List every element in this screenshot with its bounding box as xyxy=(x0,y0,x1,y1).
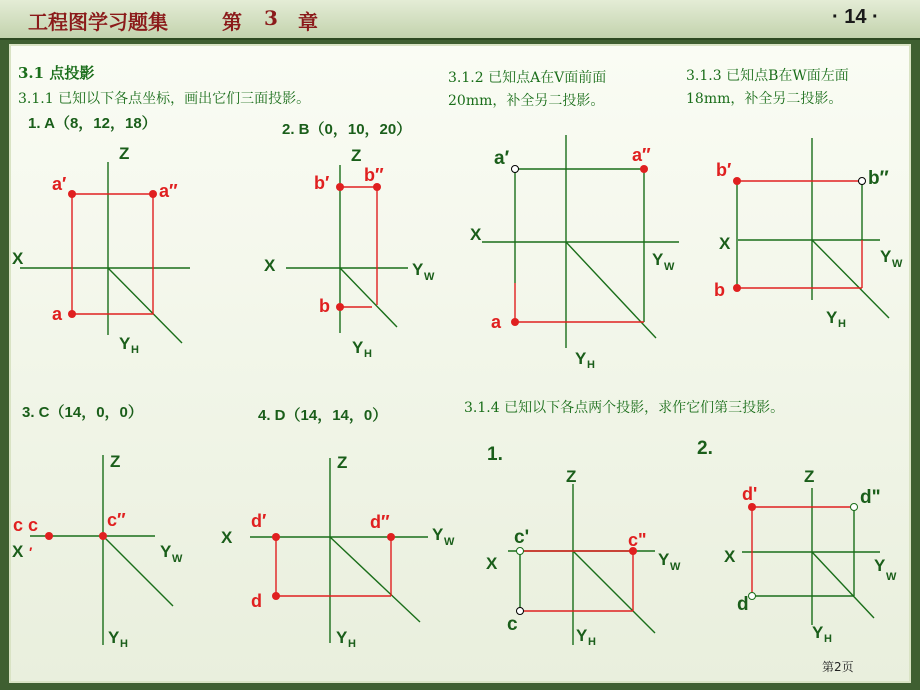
axis-yh-subscript: H xyxy=(348,638,356,650)
point-d-double-prime: d″ xyxy=(370,512,390,532)
axis-yh-subscript: H xyxy=(120,638,128,650)
axis-yw-subscript: W xyxy=(670,561,681,573)
diagram-3-1-4-2 xyxy=(724,467,897,645)
problem-3-label: 3. C（14，0，0） xyxy=(22,404,143,421)
diagram-3-1-3 xyxy=(714,138,903,330)
point-c-prime-given: c' xyxy=(514,527,530,548)
point-b-double-prime: b″ xyxy=(364,165,384,185)
axis-yh-label: Y xyxy=(108,628,120,647)
point-a-double-prime: a″ xyxy=(632,145,651,165)
point-a: a xyxy=(52,304,63,324)
axis-z-label: Z xyxy=(119,144,130,163)
point-d-double-prime-given: d" xyxy=(860,487,881,508)
axis-x-label: X xyxy=(719,234,731,253)
diagram-3-1-2 xyxy=(470,135,679,371)
chapter-number: 3 xyxy=(264,6,278,30)
axis-z-label: Z xyxy=(566,467,577,486)
point-b-double-prime-given: b″ xyxy=(868,168,889,189)
axis-yw-subscript: W xyxy=(664,261,675,273)
axis-x-label: X xyxy=(264,256,276,275)
chapter-unit: 章 xyxy=(298,10,318,34)
point-d: d xyxy=(251,591,262,611)
axis-yw-subscript: W xyxy=(444,536,455,548)
axis-yh-label: Y xyxy=(575,349,587,368)
axis-z-label: Z xyxy=(804,467,815,486)
axis-yw-subscript: W xyxy=(424,271,435,283)
axis-x-label: X xyxy=(724,547,736,566)
point-a: a xyxy=(491,312,502,332)
axis-yh-subscript: H xyxy=(824,633,832,645)
book-title: 工程图学习题集 xyxy=(28,10,168,34)
point-a-prime-given: a′ xyxy=(494,148,510,169)
point-d-prime: d' xyxy=(742,484,758,504)
diagram-point-c xyxy=(12,452,183,650)
axis-yw-label: Y xyxy=(160,542,172,561)
axis-yh-label: Y xyxy=(119,334,131,353)
problem-2-label: 2. B（0，10，20） xyxy=(282,121,412,138)
axis-yh-label: Y xyxy=(826,308,838,327)
axis-yw-label: Y xyxy=(432,525,444,544)
axis-yw-subscript: W xyxy=(172,553,183,565)
section-3-1-1-text: 3.1.1 已知以下各点坐标，画出它们三面投影。 xyxy=(18,91,311,107)
x-prime-mark: ′ xyxy=(29,544,33,560)
axis-yh-label: Y xyxy=(352,338,364,357)
axis-yh-label: Y xyxy=(812,623,824,642)
point-a-double-prime: a″ xyxy=(159,181,178,201)
axis-yw-label: Y xyxy=(880,247,892,266)
problem-4-label: 4. D（14，14，0） xyxy=(258,407,388,424)
axis-x-label: X xyxy=(12,249,24,268)
section-3-1-3-line1: 3.1.3 已知点B在W面左面 xyxy=(686,68,849,84)
axis-x-label: X xyxy=(470,225,482,244)
axis-z-label: Z xyxy=(351,146,362,165)
axis-yw-label: Y xyxy=(412,260,424,279)
point-a-prime: a′ xyxy=(52,174,67,194)
page-number: · 14 · xyxy=(832,6,879,28)
axis-yh-subscript: H xyxy=(588,636,596,648)
diagram-point-d xyxy=(221,453,455,650)
section-3-1-4-text: 3.1.4 已知以下各点两个投影，求作它们第三投影。 xyxy=(464,400,785,416)
sub-problem-2-label: 2. xyxy=(697,438,713,459)
axis-yh-subscript: H xyxy=(364,348,372,360)
point-d-prime: d′ xyxy=(251,511,267,531)
axis-x-label: X xyxy=(12,542,24,561)
point-b: b xyxy=(319,296,330,316)
axis-yh-label: Y xyxy=(576,626,588,645)
point-c-and-c-prime: c c xyxy=(13,515,39,535)
diagram-3-1-4-1 xyxy=(486,467,681,648)
diagram-point-a xyxy=(12,144,190,356)
axis-yh-subscript: H xyxy=(131,344,139,356)
axis-yh-label: Y xyxy=(336,628,348,647)
axis-yh-subscript: H xyxy=(838,318,846,330)
diagram-point-b xyxy=(264,146,435,360)
section-3-1-title: 3.1 点投影 xyxy=(18,64,95,82)
axis-z-label: Z xyxy=(110,452,121,471)
point-b: b xyxy=(714,280,725,300)
problem-1-label: 1. A（8，12，18） xyxy=(28,115,157,132)
point-b-prime: b′ xyxy=(314,173,330,193)
section-3-1-2-line1: 3.1.2 已知点A在V面前面 xyxy=(448,70,607,86)
axis-yw-label: Y xyxy=(658,550,670,569)
page-footer-label: 第2页 xyxy=(822,660,854,674)
point-b-prime: b′ xyxy=(716,160,732,180)
point-d-given: d xyxy=(737,594,749,615)
section-3-1-2-line2: 20mm，补全另二投影。 xyxy=(448,93,605,109)
axis-x-label: X xyxy=(486,554,498,573)
axis-x-label: X xyxy=(221,528,233,547)
sub-problem-1-label: 1. xyxy=(487,444,503,465)
chapter-word: 第 xyxy=(222,10,242,34)
axis-yw-subscript: W xyxy=(892,258,903,270)
axis-yw-label: Y xyxy=(652,250,664,269)
point-c-double-prime: c" xyxy=(628,530,647,550)
point-c-given: c xyxy=(507,614,518,635)
axis-yh-subscript: H xyxy=(587,359,595,371)
axis-yw-subscript: W xyxy=(886,571,897,583)
section-3-1-3-line2: 18mm，补全另二投影。 xyxy=(686,91,843,107)
axis-yw-label: Y xyxy=(874,556,886,575)
point-c-double-prime: c″ xyxy=(107,510,126,530)
axis-z-label: Z xyxy=(337,453,348,472)
